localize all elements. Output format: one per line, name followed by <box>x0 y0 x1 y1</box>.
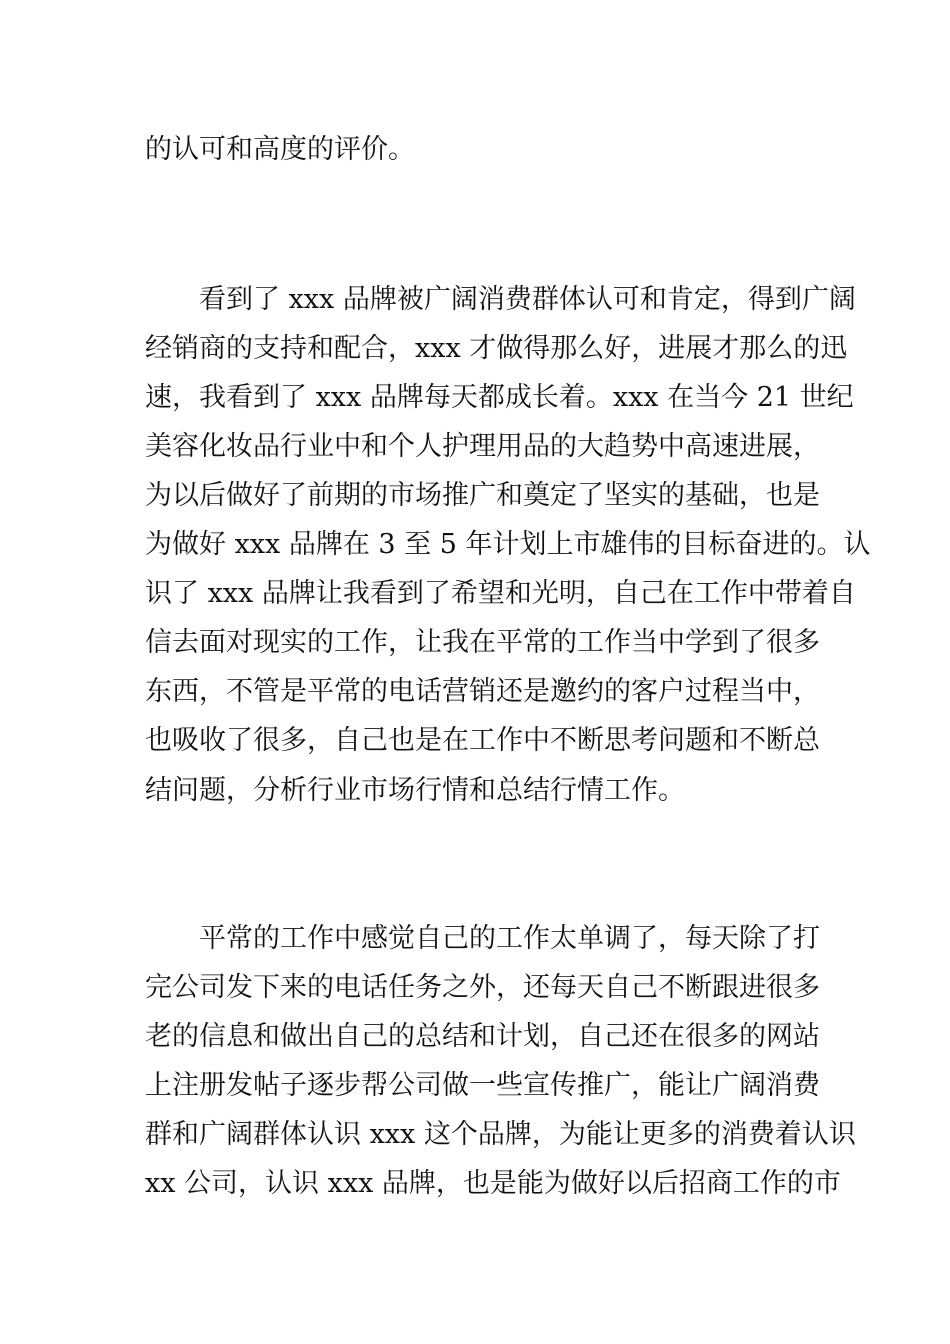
paragraph-2-line-10: 也吸收了很多，自己也是在工作中不断思考问题和不断总 <box>145 725 820 756</box>
paragraph-3-line-1: 平常的工作中感觉自己的工作太单调了，每天除了打 <box>199 923 820 954</box>
paragraph-2-line-9: 东西，不管是平常的电话营销还是邀约的客户过程当中， <box>145 676 820 707</box>
paragraph-2-line-5: 为以后做好了前期的市场推广和奠定了坚实的基础，也是 <box>145 480 820 511</box>
paragraph-2-line-3: 速，我看到了 xxx 品牌每天都成长着。xxx 在当今 21 世纪 <box>145 382 854 413</box>
paragraph-2-line-6: 为做好 xxx 品牌在 3 至 5 年计划上市雄伟的目标奋进的。认 <box>145 529 871 560</box>
paragraph-3-line-6: xx 公司，认识 xxx 品牌，也是能为做好以后招商工作的市 <box>145 1168 841 1199</box>
paragraph-3-line-3: 老的信息和做出自己的总结和计划，自己还在很多的网站 <box>145 1021 820 1052</box>
paragraph-2-line-7: 识了 xxx 品牌让我看到了希望和光明，自己在工作中带着自 <box>145 578 856 609</box>
paragraph-3-line-2: 完公司发下来的电话任务之外，还每天自己不断跟进很多 <box>145 972 820 1003</box>
paragraph-2-line-4: 美容化妆品行业中和个人护理用品的大趋势中高速进展， <box>145 431 820 462</box>
paragraph-3-line-4: 上注册发帖子逐步帮公司做一些宣传推广，能让广阔消费 <box>145 1070 820 1101</box>
paragraph-2-line-11: 结问题，分析行业市场行情和总结行情工作。 <box>145 775 685 806</box>
paragraph-2-line-2: 经销商的支持和配合，xxx 才做得那么好，进展才那么的迅 <box>145 333 848 364</box>
paragraph-2-line-8: 信去面对现实的工作，让我在平常的工作当中学到了很多 <box>145 627 820 658</box>
paragraph-2-line-1: 看到了 xxx 品牌被广阔消费群体认可和肯定，得到广阔 <box>199 284 856 315</box>
paragraph-1-line-1: 的认可和高度的评价。 <box>145 134 415 165</box>
paragraph-3-line-5: 群和广阔群体认识 xxx 这个品牌，为能让更多的消费着认识 <box>145 1119 856 1150</box>
